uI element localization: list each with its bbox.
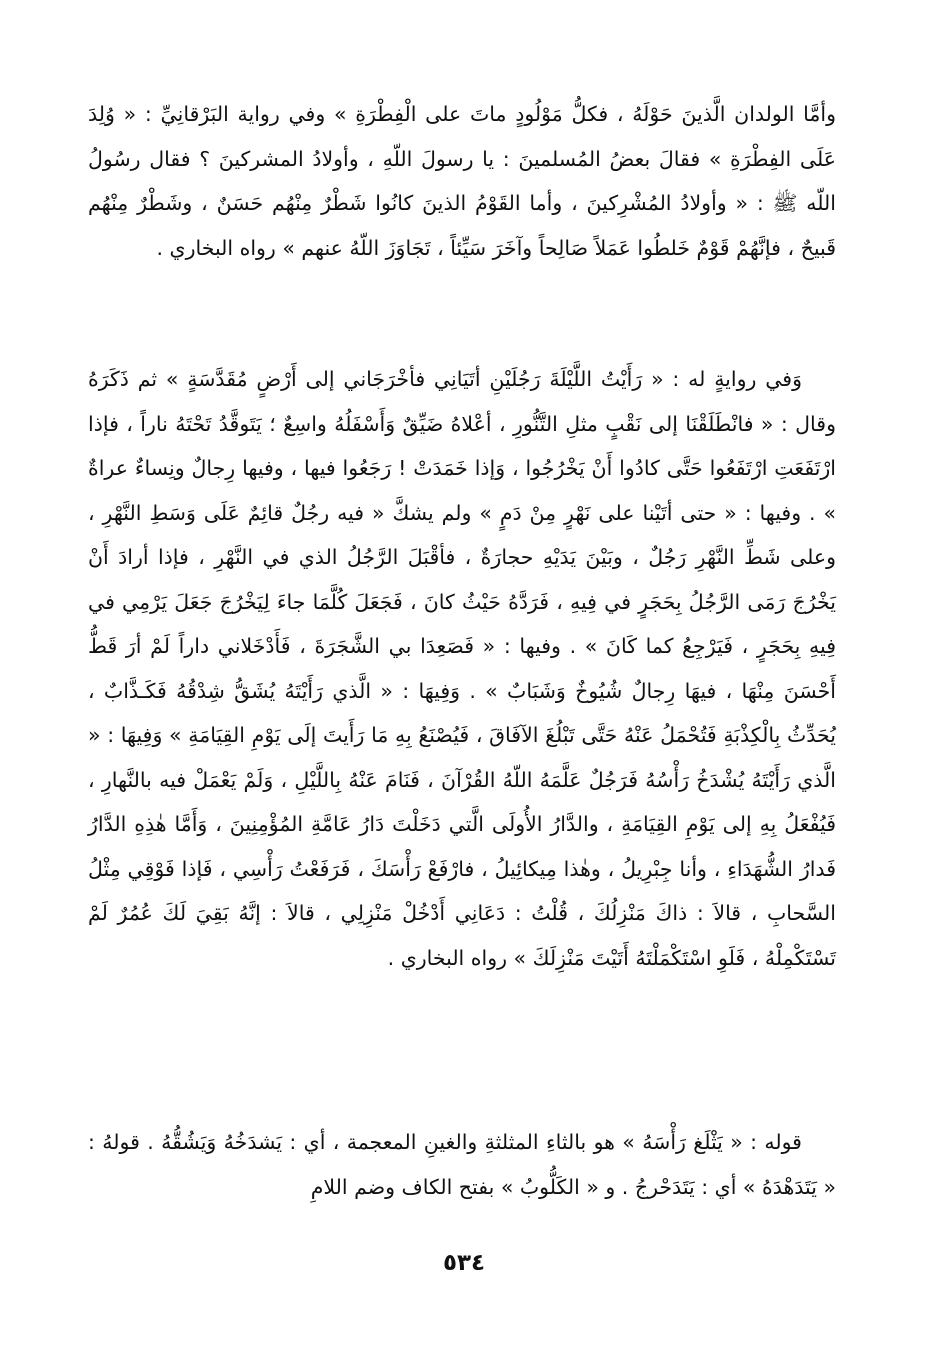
paragraph-3: قوله : « يَثْلَغ رَأْسَهُ » هو بالثاءِ المثلثةِ والغينِ المعجمة ، أي : يَشدَخُهُ وَيَشُقُّهُ . قولهُ : « يَتَدَهْدَهُ » أي : يَتَدَحْرجُ . و « الكَلُّوبُ » بفتح الكاف وضم اللامِ: [88, 1130, 836, 1199]
page-number: ٥٣٤: [442, 1250, 486, 1276]
text-block-3: [88, 1120, 836, 1209]
text-block-1: [88, 92, 836, 270]
paragraph-2: وَفي روايةٍ له : « رَأَيْتُ اللَّيْلَةَ رَجُلَيْنِ أتَيَانِي فأخْرَجَاني إلى أَرْضٍ مُقَدَّسَةٍ » ثم ذَكَرَهُ وقال : « فانْطَلَقْنَا إلى نَقْبٍ مثلِ التَّنُّورِ ، أعْلاهُ ضَيِّقٌ وَأَسْفَلُهُ واسِعٌ ؛ يَتَوقَّدُ تَحْتَهُ ناراً ، فإذا ارْتَفَعَتِ ارْتَفَعُوا حَتَّى كادُوا أَنْ يَخْرُجُوا ، وَإذا خَمَدَتْ ! رَجَعُوا فيها ، وفيها رِجالٌ ونِساءٌ عراةٌ » . وفيها : « حتى أتَيْنا على نَهْرٍ مِنْ دَمٍ » ولم يشكَّ « فيه رجُلٌ قائِمٌ عَلَى وَسَطِ النَّهْرِ ، وعلى شَطِّ النَّهْرِ رَجُلٌ ، وبَيْنَ يَدَيْهِ حجارَةٌ ، فأقْبَلَ الرَّجُلُ الذي في النَّهْرِ ، فإذا أرادَ أَنْ يَخْرُجَ رَمَى الرَّجُلُ بِحَجَرٍ في فِيهِ ، فَرَدَّهُ حَيْثُ كانَ ، فَجَعَلَ كُلَّمَا جاءَ لِيَخْرُجَ جَعَلَ يَرْمِي في فِيهِ بِحَجَرٍ ، فَيَرْجِعُ كما كَانَ » . وفيها : « فَصَعِدَا بي الشَّجَرَةَ ، فَأَدْخَلاني داراً لَمْ أرَ قَطُّ أَحْسَنَ مِنْهَا ، فيهَا رِجالٌ شُيُوخٌ وَشَبَابٌ » . وَفِيهَا : « الَّذي رَأَيْتَهُ يُشَقُّ شِدْقُهُ فَكَـذَّابٌ ، يُحَدِّثُ بِالْكِذْبَةِ فَتُحْمَلُ عَنْهُ حَتَّى تَبْلُغَ الآفَاقَ ، فَيُصْنَعُ بِهِ مَا رَأَيتَ إلَى يَوْمِ القِيَامَةِ » وَفِيهَا : « الَّذي رَأَيْتَهُ يُشْدَخُ رَأْسُهُ فَرَجُلٌ عَلَّمَهُ اللّهُ القُرْآنَ ، فَنَامَ عَنْهُ بِاللَّيْلِ ، وَلَمْ يَعْمَلْ فيه بالنَّهارِ ، فَيُفْعَلُ بِهِ إلى يَوْمِ القِيَامَةِ ، والدَّارُ الأُولَى الَّتي دَخَلْتَ دَارُ عَامَّةِ المُؤْمِنِينَ ، وَأَمَّا هٰذِهِ الدَّارُ فَدارُ الشُّهَدَاءِ ، وأنا جِبْرِيلُ ، وهٰذا مِيكائِيلُ ، فارْفَعْ رَأْسَكَ ، فَرَفَعْتُ رَأْسِي ، فَإذا فَوْقِي مِثْلُ السَّحابِ ، قالاَ : ذاكَ مَنْزِلُكَ ، قُلْتُ : دَعَانِي أَدْخُلْ مَنْزِلِي ، قالاَ : إنَّهُ بَقِيَ لَكَ عُمُرٌ لَمْ تَسْتَكْمِلْهُ ، فَلَوِ اسْتَكْمَلْتَهُ أَتَيْتَ مَنْزِلَكَ » رواه البخاري .: [88, 367, 836, 970]
text-block-2: [88, 357, 836, 980]
paragraph-1: وأمَّا الولدان الَّذينَ حَوْلَهُ ، فكلُّ مَوْلُودٍ ماتَ على الْفِطْرَةِ » وفي رواية البَرْقانِيِّ : « وُلِدَ عَلَى الفِطْرَةِ » فقالَ بعضُ المُسلمينَ : يا رسولَ اللّهِ ، وأولادُ المشركينَ ؟ فقال رسُولُ اللّه ﷺ : « وأولادُ المُشْرِكينَ ، وأما القَوْمُ الذينَ كانُوا شَطْرٌ مِنْهُم حَسَنٌ ، وشَطْرٌ مِنْهُم قَبيحٌ ، فإنَّهُمْ قَوْمٌ خَلطُوا عَمَلاً صَالِحاً وآخَرَ سَيِّئاً ، تَجَاوَزَ اللّهُ عنهم » رواه البخاري .: [88, 102, 836, 260]
